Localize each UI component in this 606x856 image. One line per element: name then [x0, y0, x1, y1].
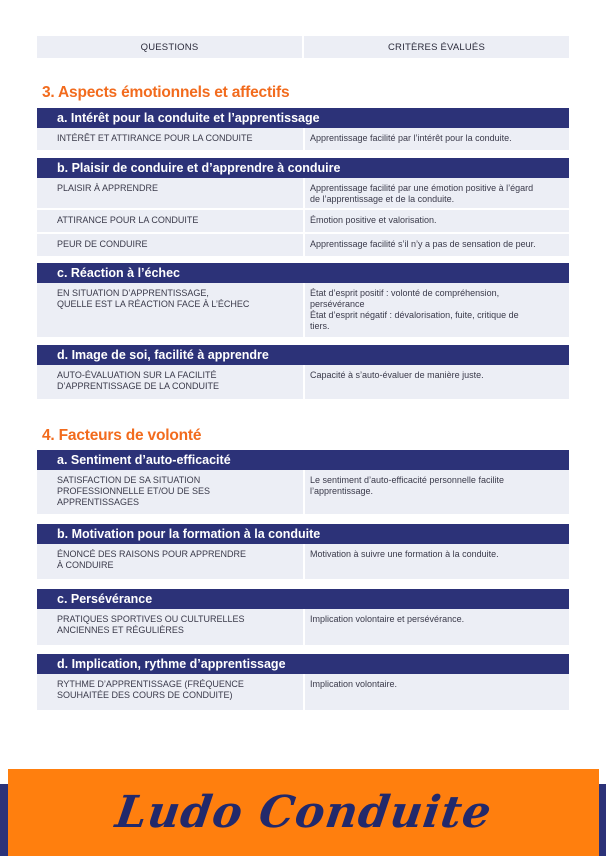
criteria-cell: Apprentissage facilité par une émotion positive à l’égard de l’apprentissage et de la conduite. [303, 178, 569, 208]
criteria-cell: Apprentissage facilité par l’intérêt pour la conduite. [303, 128, 569, 150]
question-cell: PLAISIR À APPRENDRE [57, 183, 159, 193]
subsection-header-self-efficacy: a. Sentiment d’auto-efficacité [37, 450, 569, 470]
question-cell: PEUR DE CONDUIRE [57, 239, 148, 249]
column-header-criteria: CRITÈRES ÉVALUÉS [302, 36, 569, 58]
table-row [37, 178, 569, 208]
question-cell: PRATIQUES SPORTIVES OU CULTURELLES ANCIENNES ET RÉGULIÈRES [57, 614, 245, 635]
subsection-header-failure-reaction: c. Réaction à l’échec [37, 263, 569, 283]
subsection-header-pleasure: b. Plaisir de conduire et d’apprendre à conduire [37, 158, 569, 178]
table-column-header [37, 36, 569, 58]
criteria-cell: État d’esprit positif : volonté de compréhension, persévérance État d’esprit négatif : dévalorisation, fuite, critique de tiers. [303, 283, 569, 337]
table-row [37, 609, 569, 645]
criteria-cell: Motivation à suivre une formation à la conduite. [303, 544, 569, 579]
subsection-header-involvement: d. Implication, rythme d’apprentissage [37, 654, 569, 674]
question-cell: ÉNONCÉ DES RAISONS POUR APPRENDRE À CONDUIRE [57, 549, 247, 570]
question-cell: RYTHME D’APPRENTISSAGE (FRÉQUENCE SOUHAITÉE DES COURS DE CONDUITE) [57, 679, 244, 700]
table-row [37, 544, 569, 579]
question-cell: EN SITUATION D’APPRENTISSAGE, QUELLE EST LA RÉACTION FACE À L’ÉCHEC [57, 288, 250, 309]
subsection-header-motivation: b. Motivation pour la formation à la conduite [37, 524, 569, 544]
subsection-header-perseverance: c. Persévérance [37, 589, 569, 609]
section-title-willpower: 4. Facteurs de volonté [42, 427, 202, 444]
question-cell: ATTIRANCE POUR LA CONDUITE [57, 215, 199, 225]
criteria-cell: Implication volontaire et persévérance. [303, 609, 569, 645]
section-title-emotional: 3. Aspects émotionnels et affectifs [42, 84, 290, 101]
table-row [37, 470, 569, 514]
question-cell: SATISFACTION DE SA SITUATION PROFESSIONNELLE ET/OU DE SES APPRENTISSAGES [57, 475, 211, 507]
table-row [37, 283, 569, 337]
column-header-questions: QUESTIONS [140, 41, 199, 53]
criteria-cell: Le sentiment d’auto-efficacité personnelle facilite l’apprentissage. [303, 470, 569, 514]
criteria-cell: Capacité à s’auto-évaluer de manière juste. [303, 365, 569, 399]
criteria-cell: Apprentissage facilité s’il n’y a pas de sensation de peur. [303, 234, 569, 256]
question-cell: INTÉRÊT ET ATTIRANCE POUR LA CONDUITE [57, 133, 253, 143]
table-row [37, 234, 569, 256]
brand-logo: Ludo Conduite [112, 787, 495, 838]
question-cell: AUTO-ÉVALUATION SUR LA FACILITÉ D’APPRENTISSAGE DE LA CONDUITE [57, 370, 220, 391]
subsection-header-self-image: d. Image de soi, facilité à apprendre [37, 345, 569, 365]
footer-logo-box [8, 769, 599, 856]
table-row [37, 128, 569, 150]
table-row [37, 674, 569, 710]
table-row [37, 210, 569, 232]
table-row [37, 365, 569, 399]
subsection-header-interest: a. Intérêt pour la conduite et l’apprentissage [37, 108, 569, 128]
criteria-cell: Implication volontaire. [303, 674, 569, 710]
criteria-cell: Émotion positive et valorisation. [303, 210, 569, 232]
